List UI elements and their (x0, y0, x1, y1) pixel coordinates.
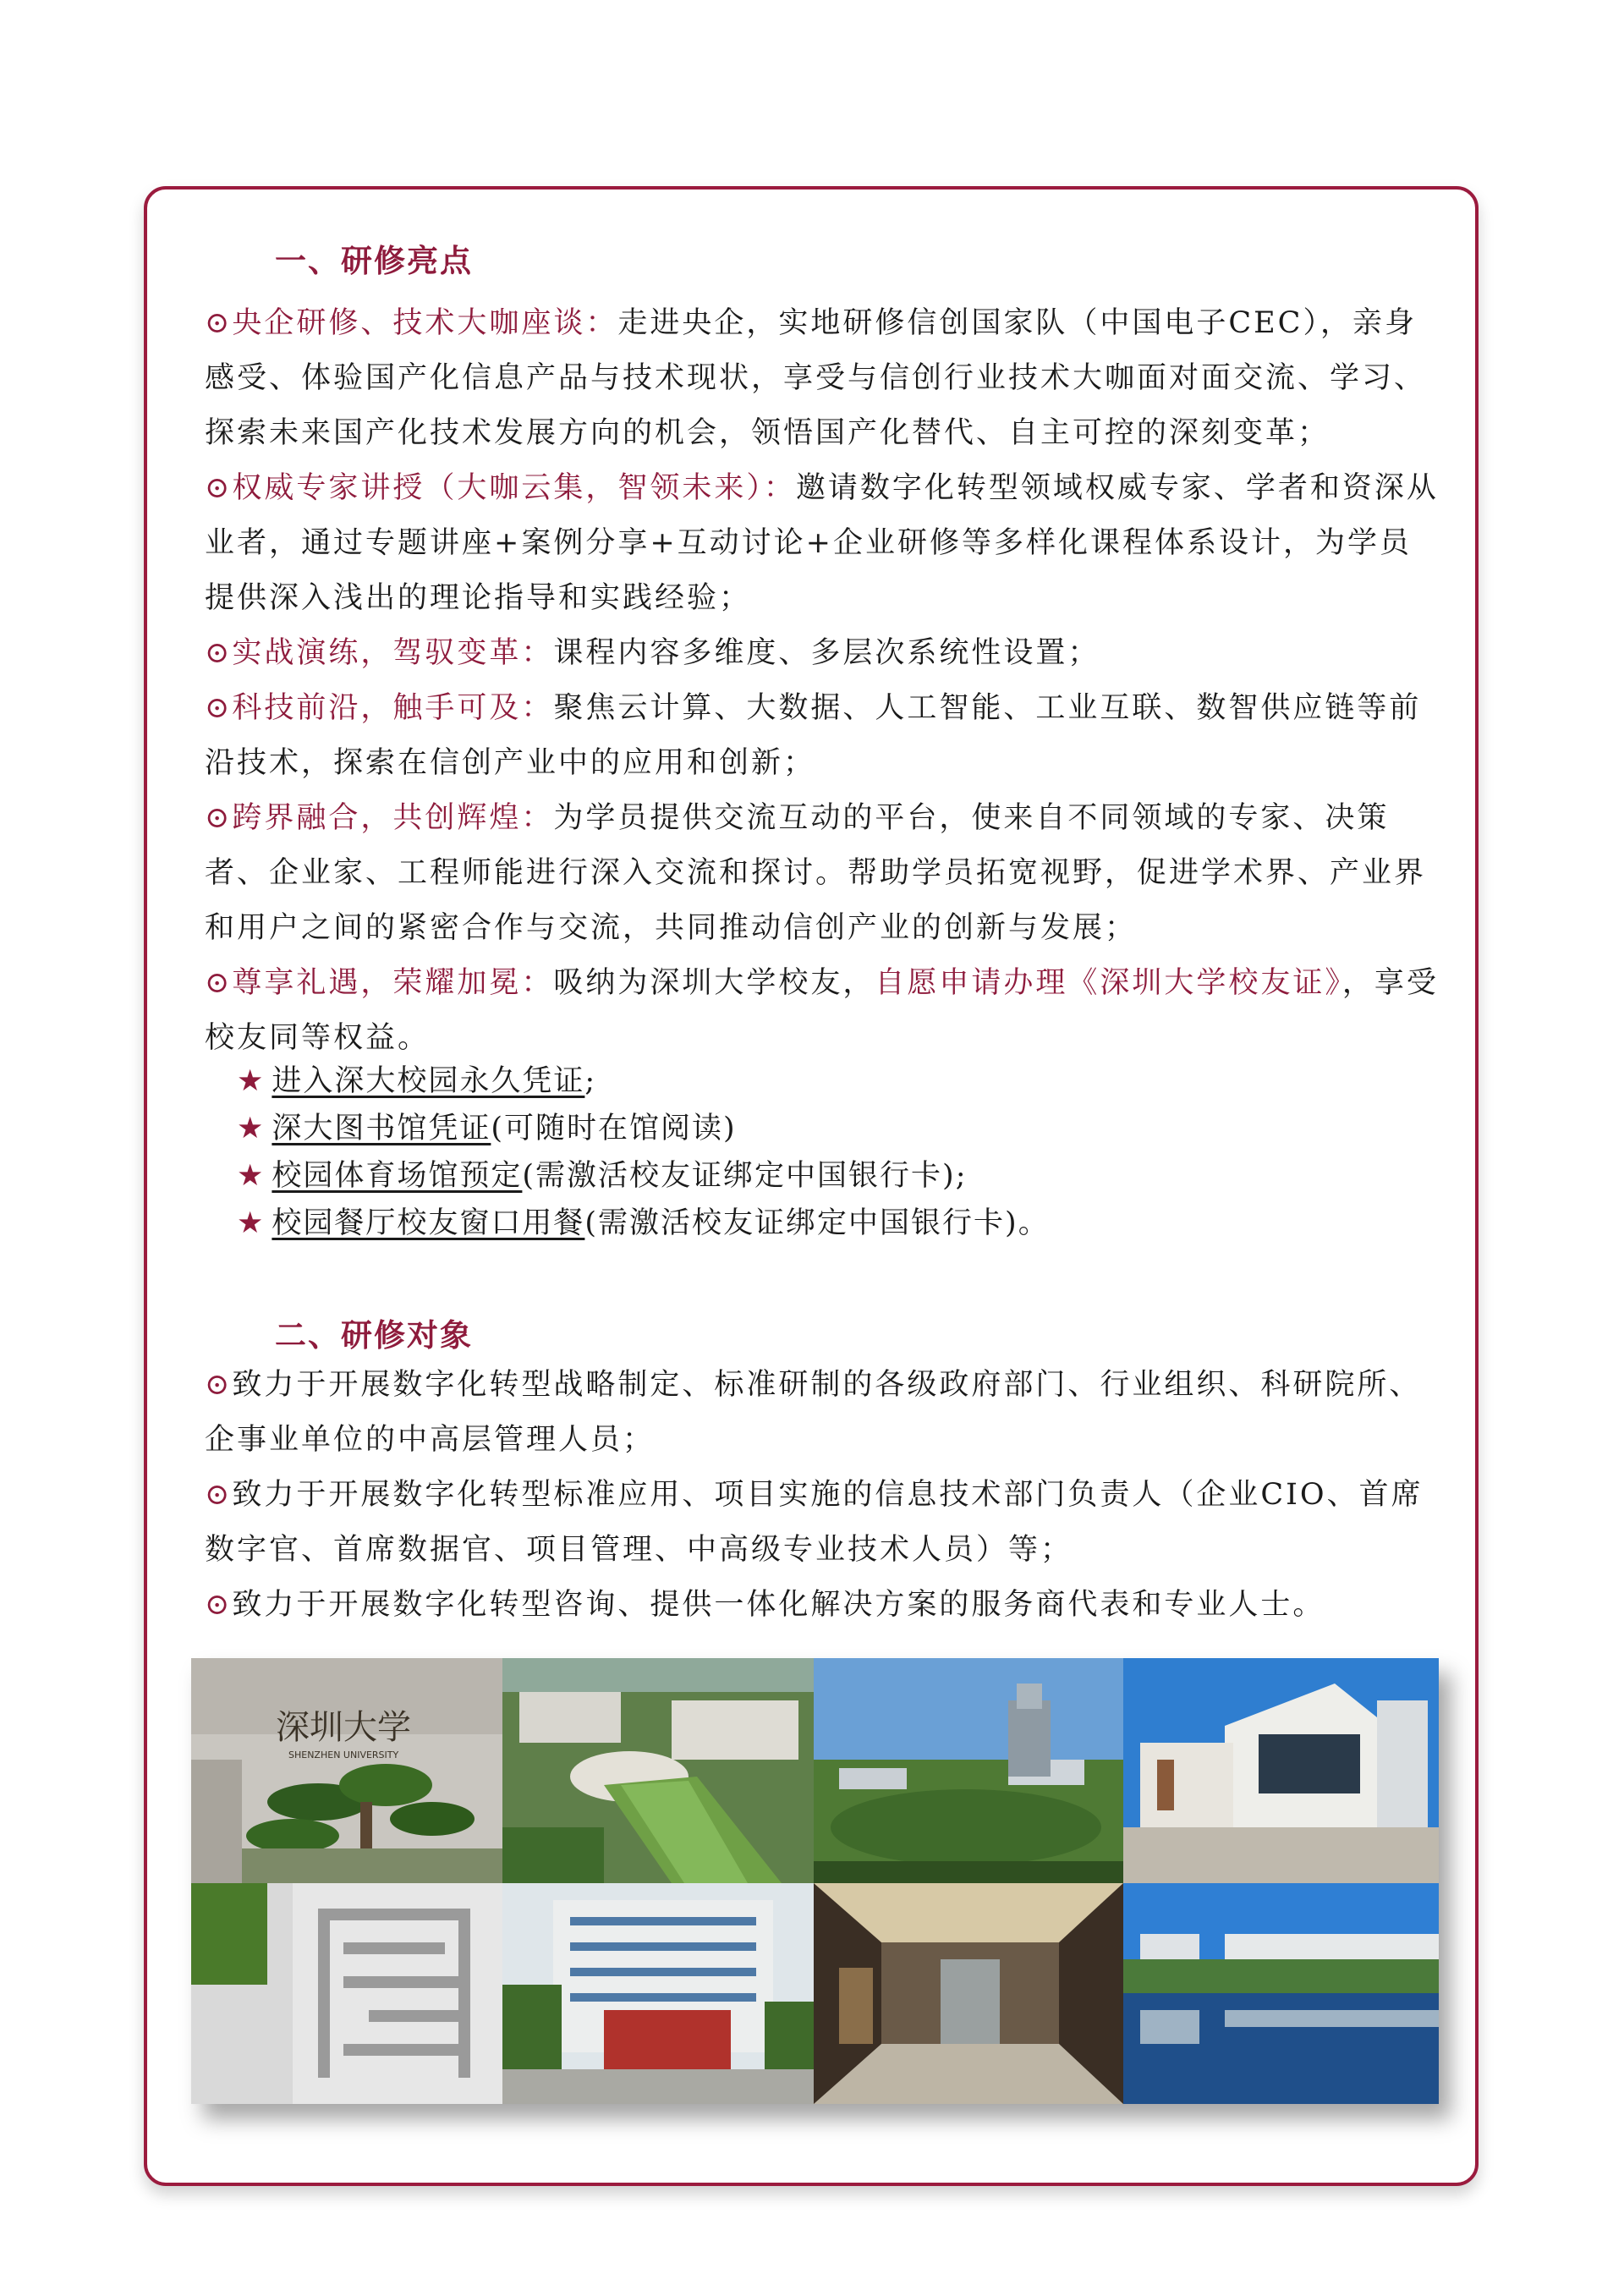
highlight-text: 邀请数字化转型领域权威专家、学者和资深从业者，通过专题讲座+案例分享+互动讨论+企业研修等多样化课程体系设计，为学员提供深入浅出的理论指导和实践经验； (205, 471, 1439, 615)
highlight-text: 为学员提供交流互动的平台，使来自不同领域的专家、决策者、企业家、工程师能进行深入交流和探讨。帮助学员拓宽视野，促进学术界、产业界和用户之间的紧密合作与交流，共同推动信创产业的创新与发展； (205, 801, 1427, 945)
benefit-note: ; (584, 1064, 597, 1098)
highlight-text: 课程内容多维度、多层次系统性设置； (553, 636, 1100, 670)
highlight-heading: 实战演练，驾驭变革： (232, 636, 554, 670)
highlight-text: 走进央企，实地研修信创国家队（中国电子CEC），亲身感受、体验国产化信息产品与技术现状，享受与信创行业技术大咖面对面交流、学习、探索未来国产化技术发展方向的机会，领悟国产化替代、自主可控的深刻变革； (205, 306, 1427, 450)
circle-dot-icon: ⊙ (205, 636, 233, 670)
highlight-item-5 (205, 791, 1440, 956)
audience-text: 致力于开展数字化转型咨询、提供一体化解决方案的服务商代表和专业人士。 (232, 1588, 1325, 1622)
sign-subtext: SHENZHEN UNIVERSITY (288, 1749, 399, 1760)
audience-item-3 (205, 1578, 1440, 1633)
benefit-title: 校园餐厅校友窗口用餐 (272, 1206, 585, 1240)
benefit-item (237, 1200, 1050, 1247)
benefit-item (237, 1152, 1050, 1200)
alumni-card-highlight: 自愿申请办理《深圳大学校友证》 (875, 966, 1342, 1000)
highlight-item-1 (205, 296, 1440, 461)
benefit-item (237, 1057, 1050, 1105)
highlight-item-3 (205, 626, 1440, 681)
main-building-photo (502, 1883, 814, 2104)
circle-dot-icon: ⊙ (205, 691, 233, 725)
highlight-item-4 (205, 681, 1440, 791)
benefit-title: 进入深大校园永久凭证 (272, 1064, 585, 1098)
circle-dot-icon: ⊙ (205, 1368, 233, 1402)
highlight-text-end: ，享受校友同等权益。 (205, 966, 1439, 1055)
highlight-item-2 (205, 461, 1440, 626)
campus-sign-photo (191, 1658, 502, 1883)
audience-item-2 (205, 1468, 1440, 1578)
sign-text: 深圳大学 (276, 1708, 411, 1747)
star-icon: ★ (237, 1159, 266, 1193)
benefit-item (237, 1105, 1050, 1152)
circle-dot-icon: ⊙ (205, 1478, 233, 1512)
circle-dot-icon: ⊙ (205, 1588, 233, 1622)
campus-aerial-photo (502, 1658, 814, 1883)
highlight-heading: 尊享礼遇，荣耀加冕： (232, 966, 554, 1000)
star-icon: ★ (237, 1206, 266, 1240)
circle-dot-icon: ⊙ (205, 966, 233, 1000)
lobby-interior-photo (814, 1883, 1123, 2104)
highlight-heading: 科技前沿，触手可及： (232, 691, 554, 725)
benefit-note: (可随时在馆阅读) (491, 1112, 737, 1145)
highlight-heading: 跨界融合，共创辉煌： (232, 801, 554, 835)
star-icon: ★ (237, 1064, 266, 1098)
highlight-heading: 央企研修、技术大咖座谈： (232, 306, 618, 340)
modern-building-photo (1123, 1658, 1439, 1883)
highlight-heading: 权威专家讲授（大咖云集，智领未来）： (232, 471, 796, 505)
lake-reflection-photo (1123, 1883, 1439, 2104)
benefits-list (237, 1057, 1050, 1247)
audience-text: 致力于开展数字化转型战略制定、标准研制的各级政府部门、行业组织、科研院所、企事业单位的中高层管理人员； (205, 1368, 1422, 1457)
pattern-wall-photo (191, 1883, 502, 2104)
star-icon: ★ (237, 1112, 266, 1145)
benefit-title: 校园体育场馆预定 (272, 1159, 523, 1193)
audience-item-1 (205, 1358, 1440, 1468)
section-title-highlights: 一、研修亮点 (275, 243, 473, 279)
highlight-item-6 (205, 956, 1440, 1066)
circle-dot-icon: ⊙ (205, 471, 233, 505)
circle-dot-icon: ⊙ (205, 306, 233, 340)
benefit-title: 深大图书馆凭证 (272, 1112, 491, 1145)
campus-photo-collage (191, 1658, 1439, 2104)
benefit-note: (需激活校友证绑定中国银行卡)。 (584, 1206, 1050, 1240)
section-title-audience: 二、研修对象 (275, 1317, 473, 1354)
highlight-text: 吸纳为深圳大学校友， (553, 966, 875, 1000)
benefit-note: (需激活校友证绑定中国银行卡); (522, 1159, 968, 1193)
campus-skyline-photo (814, 1658, 1123, 1883)
circle-dot-icon: ⊙ (205, 801, 233, 835)
audience-text: 致力于开展数字化转型标准应用、项目实施的信息技术部门负责人（企业CIO、首席数字官、首席数据官、项目管理、中高级专业技术人员）等； (205, 1478, 1424, 1567)
highlight-text: 聚焦云计算、大数据、人工智能、工业互联、数智供应链等前沿技术，探索在信创产业中的应用和创新； (205, 691, 1422, 780)
